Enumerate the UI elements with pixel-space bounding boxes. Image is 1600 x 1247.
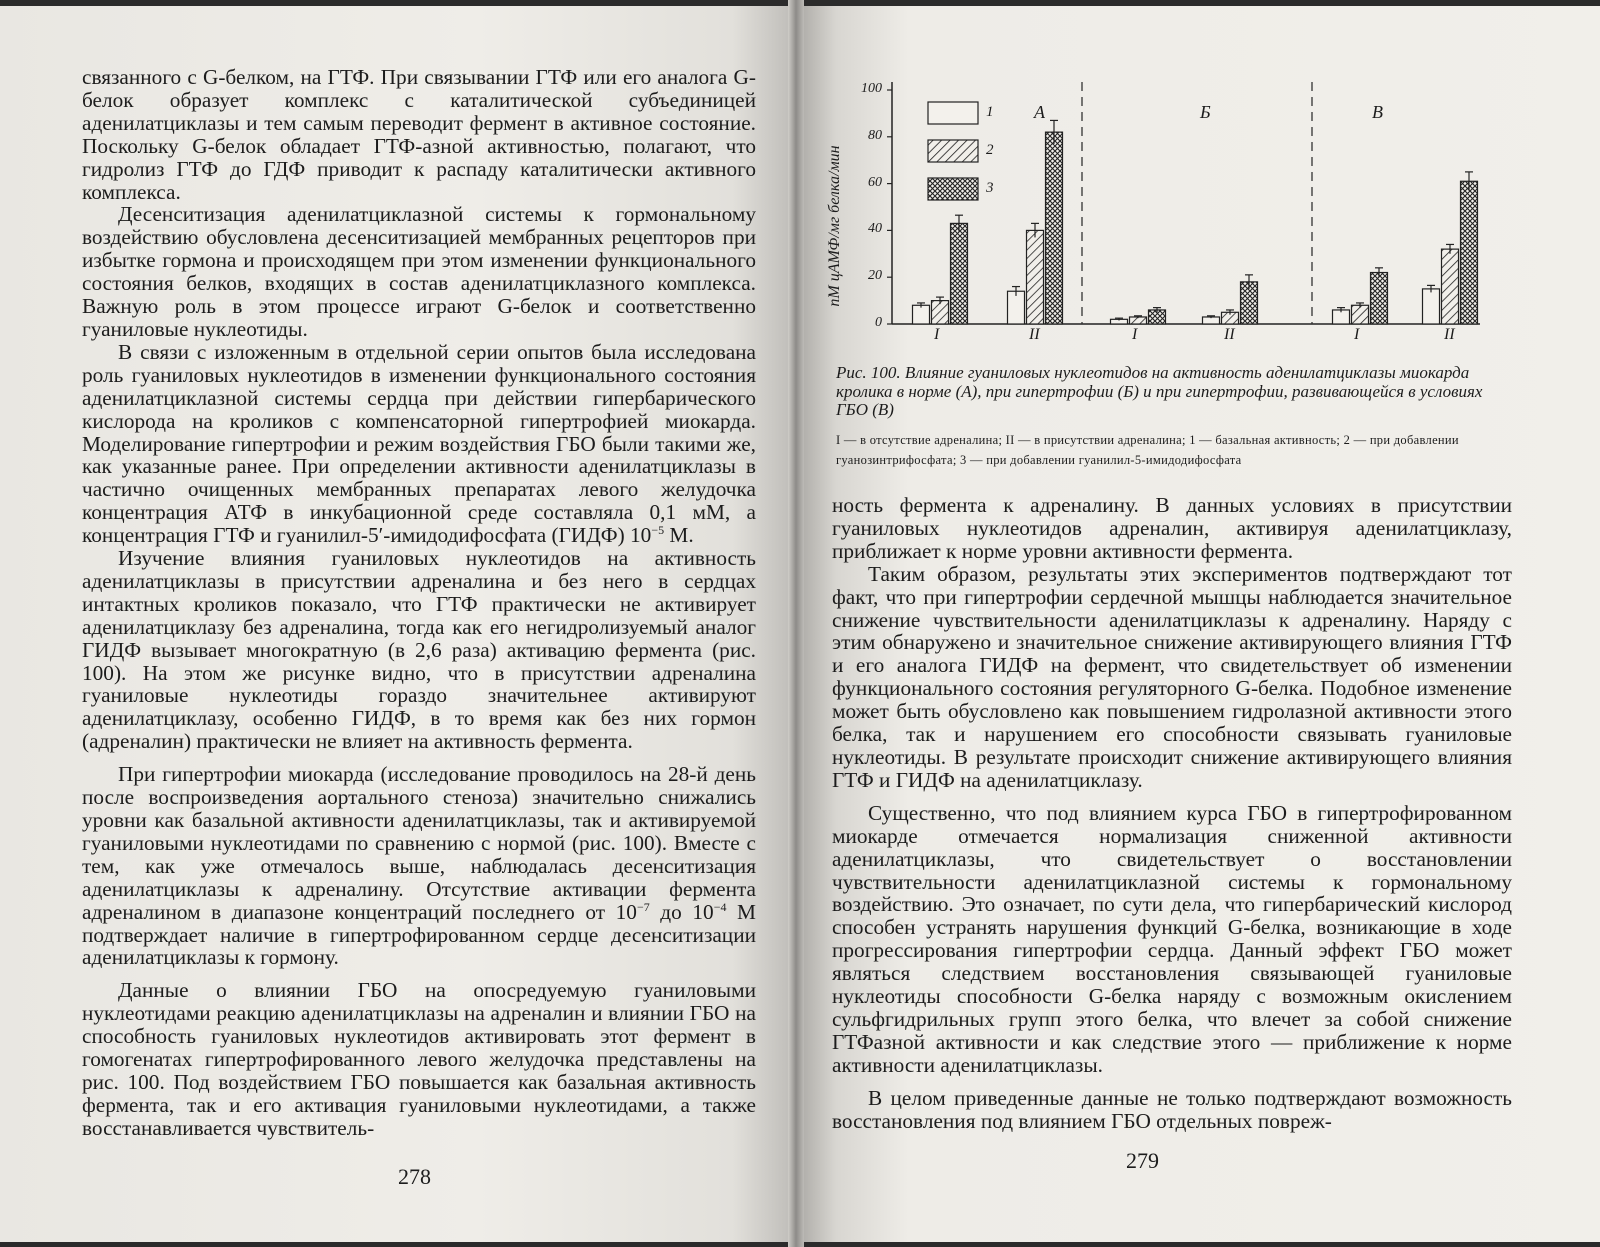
- bar-series-1: [1008, 291, 1025, 324]
- left-paragraph-6: Данные о влиянии ГБО на опосредуемую гуаниловыми нуклеотидами реакцию аденилатциклазы на адреналин и влиянии ГБО на способность гуаниловых нуклеотидов активировать этот фермент в гомогенатах гипертрофированного левого желудочка представлены на рис. 100. Под воздействием ГБО повышается как базальная активность фермента, так и его активация гуаниловыми нуклеотидами, а также восстанавливается чувствитель-: [82, 978, 756, 1140]
- right-paragraph-3: Существенно, что под влиянием курса ГБО в гипертрофированном миокарде отмечается нормализация сниженной активности аденилатциклазы, что свидетельствует о восстановлении чувствительности аденилатциклазной системы к гормональному воздействию. Это означает, по сути дела, что гипербарический кислород способен устранять нарушения функций G-белка, возникающие в ходе прогрессирования гипертрофии сердца. Данный эффект ГБО может являться следствием восстановления связывающей гуаниловые нуклеотиды способности G-белка наряду с возможным окислением сульфгидрильных групп этого белка, что влечет за собой снижение ГТФазной активности и как следствие этого — приближение к норме активности аденилатциклазы.: [832, 800, 1512, 1077]
- bar-series-3: [1046, 132, 1063, 324]
- bar-series-1: [1423, 289, 1440, 324]
- bar-series-3: [1461, 181, 1478, 324]
- y-axis-label: пМ цАМФ/мг белка/мин: [826, 145, 843, 307]
- right-paragraph-2: Таким образом, результаты этих экспериментов подтверждают тот факт, что при гипертрофии сердечной мышцы наблюдается значительное снижение чувствительности аденилатциклазы к адреналину. Наряду с этим обнаружено и значительное снижение активирующего влияния ГТФ и его аналога ГИДФ на фермент, что свидетельствует об изменении функционального состояния регуляторного G-белка. Подобное изменение может быть обусловлено как повышением гидролазной активности этого белка, так и нарушением его способности связывать гуаниловые нуклеотиды. В результате происходит снижение активирующего влияния ГТФ и ГИДФ на аденилатциклазу.: [832, 561, 1512, 792]
- figure-legend-text: I — в отсутствие адреналина; II — в присутствии адреналина; 1 — базальная активность; 2 — при добавлении гуанозинтрифосфата; 3 — при добавлении гуанилил-5-имидодифосфата: [836, 433, 1459, 467]
- bar-series-3: [951, 223, 968, 324]
- left-paragraph-3: [82, 341, 756, 547]
- bar-series-2: [1352, 305, 1369, 324]
- y-tick-label: 60: [868, 174, 882, 190]
- left-paragraph-5: [82, 763, 756, 969]
- y-tick-label: 80: [868, 127, 882, 143]
- legend-label: 1: [986, 104, 994, 120]
- bar-chart: [820, 66, 1500, 336]
- legend-swatch-2: [928, 140, 978, 162]
- category-label: I: [934, 326, 940, 343]
- panel-label: Б: [1200, 102, 1211, 122]
- category-label: II: [1224, 326, 1235, 343]
- y-tick-label: 100: [861, 81, 882, 96]
- legend-label: 2: [986, 142, 994, 158]
- panel-label: В: [1372, 102, 1383, 122]
- legend-swatch-1: [928, 102, 978, 124]
- right-text-column: [832, 494, 1512, 1132]
- bar-series-1: [913, 305, 930, 324]
- category-label: II: [1444, 326, 1455, 343]
- bar-series-2: [1442, 249, 1459, 324]
- bar-series-2: [1027, 230, 1044, 324]
- category-label: I: [1132, 326, 1138, 343]
- left-paragraph-4: Изучение влияния гуаниловых нуклеотидов на активность аденилатциклазы в присутствии адреналина и без него в сердцах интактных кроликов показало, что ГТФ практически не активирует аденилатциклазу без адреналина, тогда как его негидролизуемый аналог ГИДФ вызывает многократную (в 2,6 раза) активацию фермента (рис. 100). На этом же рисунке видно, что в присутствии адреналина гуаниловые нуклеотиды гораздо значительнее активируют аденилатциклазу, особенно ГИДФ, в то время как без них гормон (адреналин) практически не влияет на активность фермента.: [82, 546, 756, 754]
- legend-swatch-3: [928, 178, 978, 200]
- exponent: −5: [651, 523, 665, 538]
- page-number-left: 278: [398, 1164, 431, 1189]
- right-page: [796, 6, 1600, 1242]
- y-tick-label: 0: [875, 315, 882, 330]
- y-tick-label: 20: [868, 268, 882, 284]
- figure-caption: Рис. 100. Влияние гуаниловых нуклеотидов на активность аденилатциклазы миокарда кролика в норме (А), при гипертрофии (Б) и при гипертрофии, развивающейся в условиях ГБО (В): [836, 363, 1483, 419]
- y-tick-label: 40: [868, 221, 882, 237]
- book-gutter: [788, 0, 804, 1247]
- left-page: [0, 6, 796, 1242]
- exponent: −7: [636, 899, 650, 914]
- right-paragraph-1: ность фермента к адреналину. В данных условиях в присутствии гуаниловых нуклеотидов адреналин, активируя аденилатциклазу, приближает к норме уровни активности фермента.: [832, 493, 1512, 563]
- right-paragraph-4: В целом приведенные данные не только подтверждают возможность восстановления под влиянием ГБО отдельных повреж-: [832, 1085, 1512, 1133]
- category-label: II: [1029, 326, 1040, 343]
- left-paragraph-5-tail: М подтверждает наличие в гипертрофированном сердце десенситизации аденилатциклазы к гормону.: [82, 899, 756, 970]
- bar-series-2: [932, 301, 949, 324]
- left-paragraph-2: Десенситизация аденилатциклазной системы к гормональному воздействию обусловлена десенситизацией мембранных рецепторов при избытке гормона и происходящем при этом изменении функционального состояния белков, входящих в состав аденилатциклазного комплекса. Важную роль в этом процессе играют G-белок и соответственно гуаниловые нуклеотиды.: [82, 202, 756, 341]
- left-paragraph-5-text: При гипертрофии миокарда (исследование проводилось на 28-й день после воспроизведения аортального стеноза) значительно снижались уровни как базальной активности аденилатциклазы, так и активируемой гуаниловыми нуклеотидами по сравнению с нормой (рис. 100). Вместе с тем, как уже отмечалось выше, наблюдалась десенситизация аденилатциклазы к адреналину. Отсутствие активации фермента адреналином в диапазоне концентраций последнего от 10: [82, 762, 756, 924]
- left-text-column: [82, 66, 756, 1140]
- panel-label: А: [1034, 102, 1045, 122]
- left-paragraph-3-tail: М.: [664, 523, 694, 548]
- category-label: I: [1354, 326, 1360, 343]
- page-number-right: 279: [1126, 1148, 1159, 1173]
- bar-series-3: [1371, 273, 1388, 324]
- left-paragraph-5-mid: до 10: [649, 899, 714, 924]
- legend-label: 3: [986, 180, 994, 196]
- left-paragraph-1: связанного с G-белком, на ГТФ. При связывании ГТФ или его аналога G-белок образует комплекс с каталитической субъединицей аденилатциклазы и тем самым переводит фермент в активное состояние. Поскольку G-белок обладает ГТФ-азной активностью, полагают, что гидролиз ГТФ до ГДФ приводит к распаду каталитически активного комплекса.: [82, 65, 756, 204]
- exponent: −4: [713, 899, 727, 914]
- left-paragraph-3-text: В связи с изложенным в отдельной серии опытов была исследована роль гуаниловых нуклеотидов в изменении функционального состояния аденилатциклазной системы сердца при действии гипербарического кислорода на кроликов с компенсаторной гипертрофией миокарда. Моделирование гипертрофии и режим воздействия ГБО были такими же, как указанные ранее. При определении активности аденилатциклазы в частично очищенных мембранных препаратах левого желудочка концентрация АТФ в инкубационной среде составляла 0,1 мМ, а концентрация ГТФ и гуанилил-5′-имидодифосфата (ГИДФ) 10: [82, 339, 756, 548]
- figure-100: [820, 66, 1500, 343]
